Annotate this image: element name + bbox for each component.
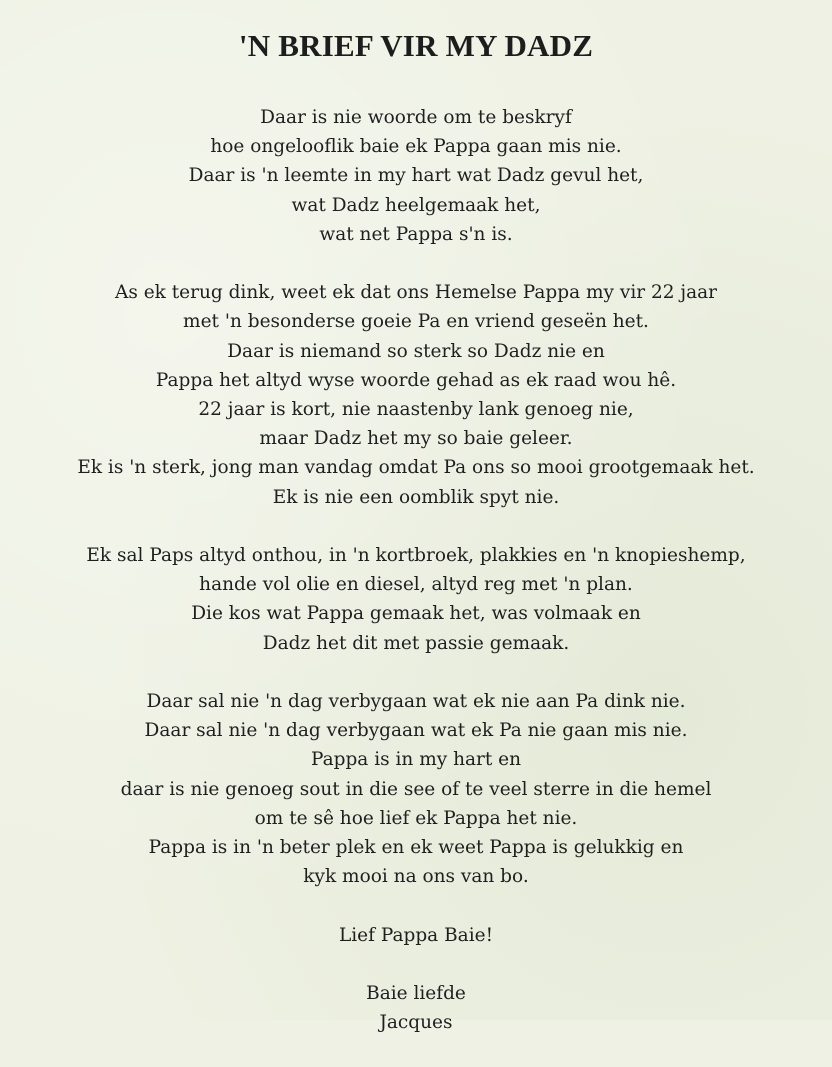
poem-line: Ek is nie een oomblik spyt nie. <box>272 486 560 508</box>
stanza-3 <box>0 541 832 658</box>
stanza-1 <box>0 103 832 249</box>
poem-line: Pappa is in 'n beter plek en ek weet Pappa is gelukkig en <box>148 837 684 859</box>
author-name: Jacques <box>379 1012 453 1034</box>
poem-line: om te sê hoe lief ek Pappa het nie. <box>254 807 578 829</box>
poem-line: kyk mooi na ons van bo. <box>303 866 529 888</box>
poem-line: maar Dadz het my so baie geleer. <box>259 428 573 450</box>
poem-line: Die kos wat Pappa gemaak het, was volmaak en <box>191 603 641 625</box>
stanza-2 <box>0 278 832 512</box>
letter-title: 'N BRIEF VIR MY DADZ <box>238 28 594 63</box>
sign-off: Baie liefde <box>366 983 466 1005</box>
poem-line: wat Dadz heelgemaak het, <box>291 194 541 216</box>
poem-line: Daar is nie woorde om te beskryf <box>260 107 572 128</box>
letter-body <box>0 103 832 1067</box>
poem-line: Pappa is in my hart en <box>310 749 522 771</box>
poem-line: Dadz het dit met passie gemaak. <box>262 632 570 654</box>
poem-line: Pappa het altyd wyse woorde gehad as ek raad wou hê. <box>155 369 677 391</box>
stanza-4 <box>0 687 832 891</box>
poem-line: 22 jaar is kort, nie naastenby lank genoeg nie, <box>198 399 634 421</box>
poem-line: met 'n besonderse goeie Pa en vriend geseën het. <box>183 311 649 333</box>
poem-line: As ek terug dink, weet ek dat ons Hemelse Pappa my vir 22 jaar <box>114 282 718 304</box>
poem-line: daar is nie genoeg sout in die see of te veel sterre in die hemel <box>120 778 712 800</box>
poem-line: Daar sal nie 'n dag verbygaan wat ek nie aan Pa dink nie. <box>146 691 686 713</box>
poem-line: hande vol olie en diesel, altyd reg met 'n plan. <box>199 574 633 596</box>
poem-line: Daar is niemand so sterk so Dadz nie en <box>227 340 605 362</box>
poem-line: Daar is 'n leemte in my hart wat Dadz gevul het, <box>188 165 644 187</box>
signature-block <box>0 979 832 1037</box>
closing-line <box>0 921 832 950</box>
poem-line: hoe ongelooflik baie ek Pappa gaan mis nie. <box>210 136 622 158</box>
poem-line: Lief Pappa Baie! <box>338 924 494 946</box>
poem-line: Daar sal nie 'n dag verbygaan wat ek Pa nie gaan mis nie. <box>144 720 688 742</box>
poem-line: Ek sal Paps altyd onthou, in 'n kortbroek, plakkies en 'n knopieshemp, <box>86 545 746 567</box>
poem-line: Ek is 'n sterk, jong man vandag omdat Pa ons so mooi grootgemaak het. <box>77 457 755 479</box>
poem-line: wat net Pappa s'n is. <box>319 223 513 245</box>
